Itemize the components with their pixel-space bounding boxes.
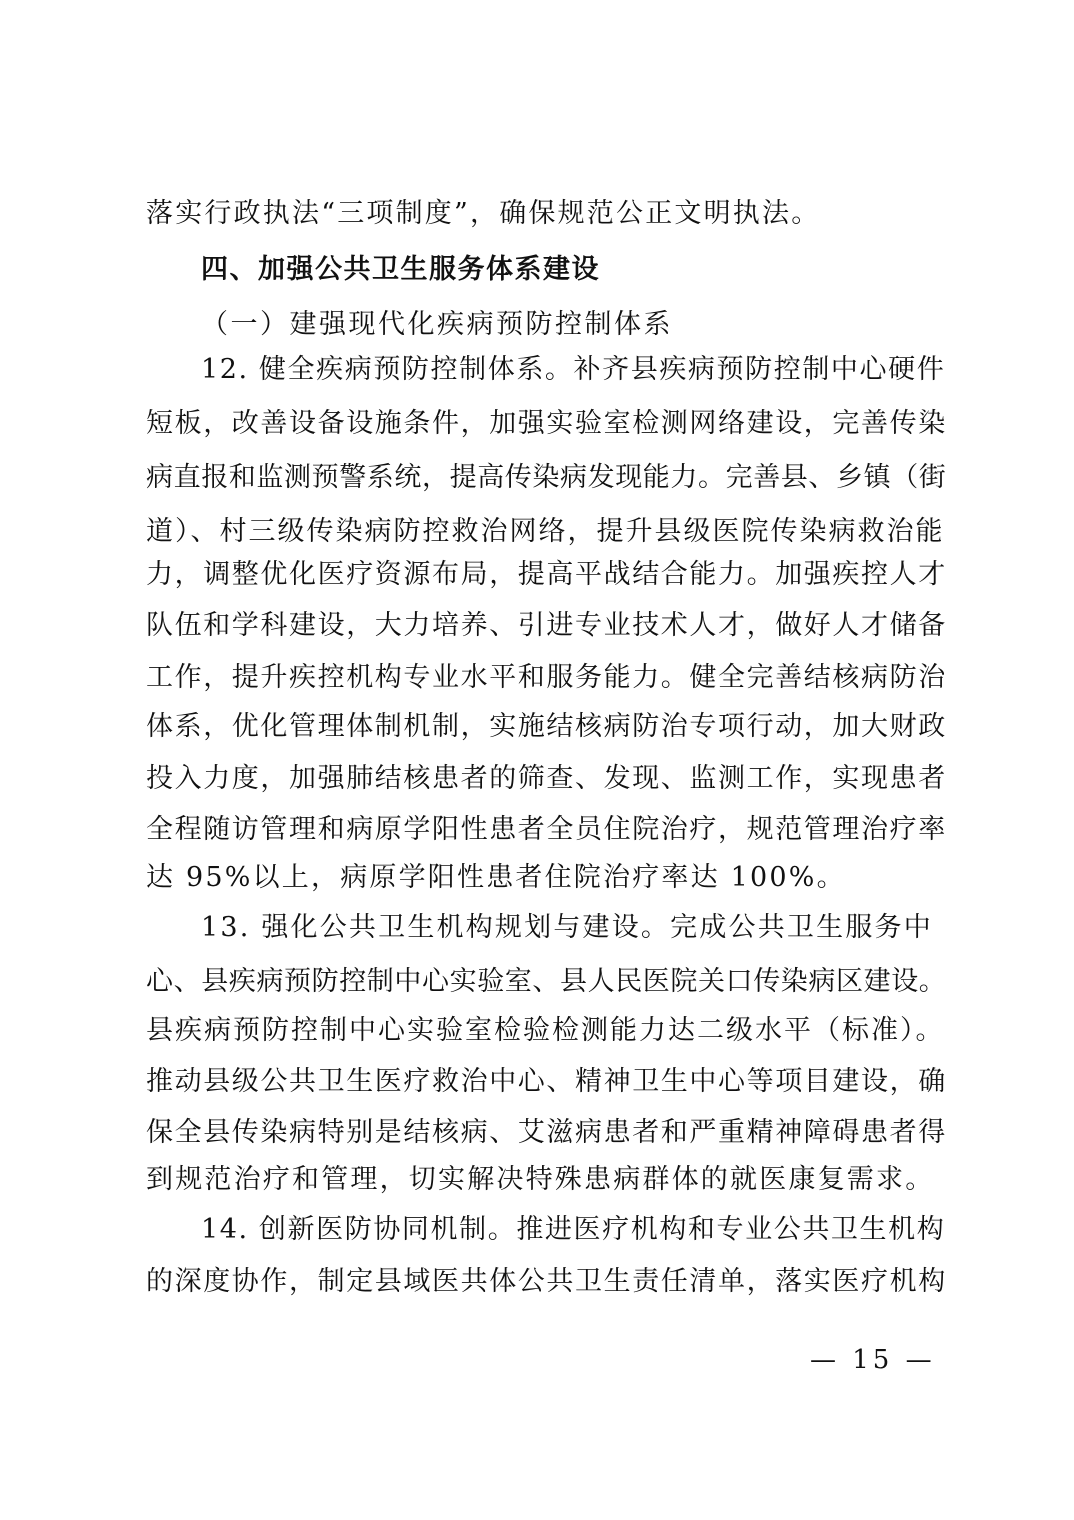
body-text-line: 全程随访管理和病原学阳性患者全员住院治疗，规范管理治疗率: [146, 814, 947, 845]
paragraph-14-start: 14. 创新医防协同机制。推进医疗机构和专业公共卫生机构: [201, 1214, 946, 1245]
body-text-line: 保全县传染病特别是结核病、艾滋病患者和严重精神障碍患者得: [146, 1117, 947, 1148]
paragraph-13-start: 13. 强化公共卫生机构规划与建设。完成公共卫生服务中: [201, 912, 933, 943]
body-text-line: 达 95%以上，病原学阳性患者住院治疗率达 100%。: [146, 862, 846, 893]
subsection-heading: （一）建强现代化疾病预防控制体系: [201, 309, 673, 340]
body-text-line: 体系，优化管理体制机制，实施结核病防治专项行动，加大财政: [146, 711, 947, 742]
paragraph-12-start: 12. 健全疾病预防控制体系。补齐县疾病预防控制中心硬件: [201, 354, 946, 385]
body-text-line: 心、县疾病预防控制中心实验室、县人民医院关口传染病区建设。: [146, 966, 947, 997]
body-text-line: 工作，提升疾控机构专业水平和服务能力。健全完善结核病防治: [146, 662, 947, 693]
body-text-line: 推动县级公共卫生医疗救治中心、精神卫生中心等项目建设，确: [146, 1066, 947, 1097]
body-text-line: 队伍和学科建设，大力培养、引进专业技术人才，做好人才储备: [146, 610, 947, 641]
body-text-line: 投入力度，加强肺结核患者的筛查、发现、监测工作，实现患者: [146, 763, 947, 794]
body-text-line: 落实行政执法“三项制度”，确保规范公正文明执法。: [146, 198, 821, 229]
body-text-line: 短板，改善设备设施条件，加强实验室检测网络建设，完善传染: [146, 408, 947, 439]
section-heading: 四、加强公共卫生服务体系建设: [201, 254, 600, 285]
body-text-line: 道）、村三级传染病防控救治网络，提升县级医院传染病救治能: [146, 516, 945, 547]
page-number: — 15 —: [810, 1345, 936, 1375]
body-text-line: 病直报和监测预警系统，提高传染病发现能力。完善县、乡镇（街: [146, 462, 947, 493]
body-text-line: 的深度协作，制定县域医共体公共卫生责任清单，落实医疗机构: [146, 1266, 947, 1297]
body-text-line: 到规范治疗和管理，切实解决特殊患病群体的就医康复需求。: [146, 1164, 935, 1195]
body-text-line: 县疾病预防控制中心实验室检验检测能力达二级水平（标准）。: [146, 1015, 945, 1046]
body-text-line: 力，调整优化医疗资源布局，提高平战结合能力。加强疾控人才: [146, 559, 947, 590]
